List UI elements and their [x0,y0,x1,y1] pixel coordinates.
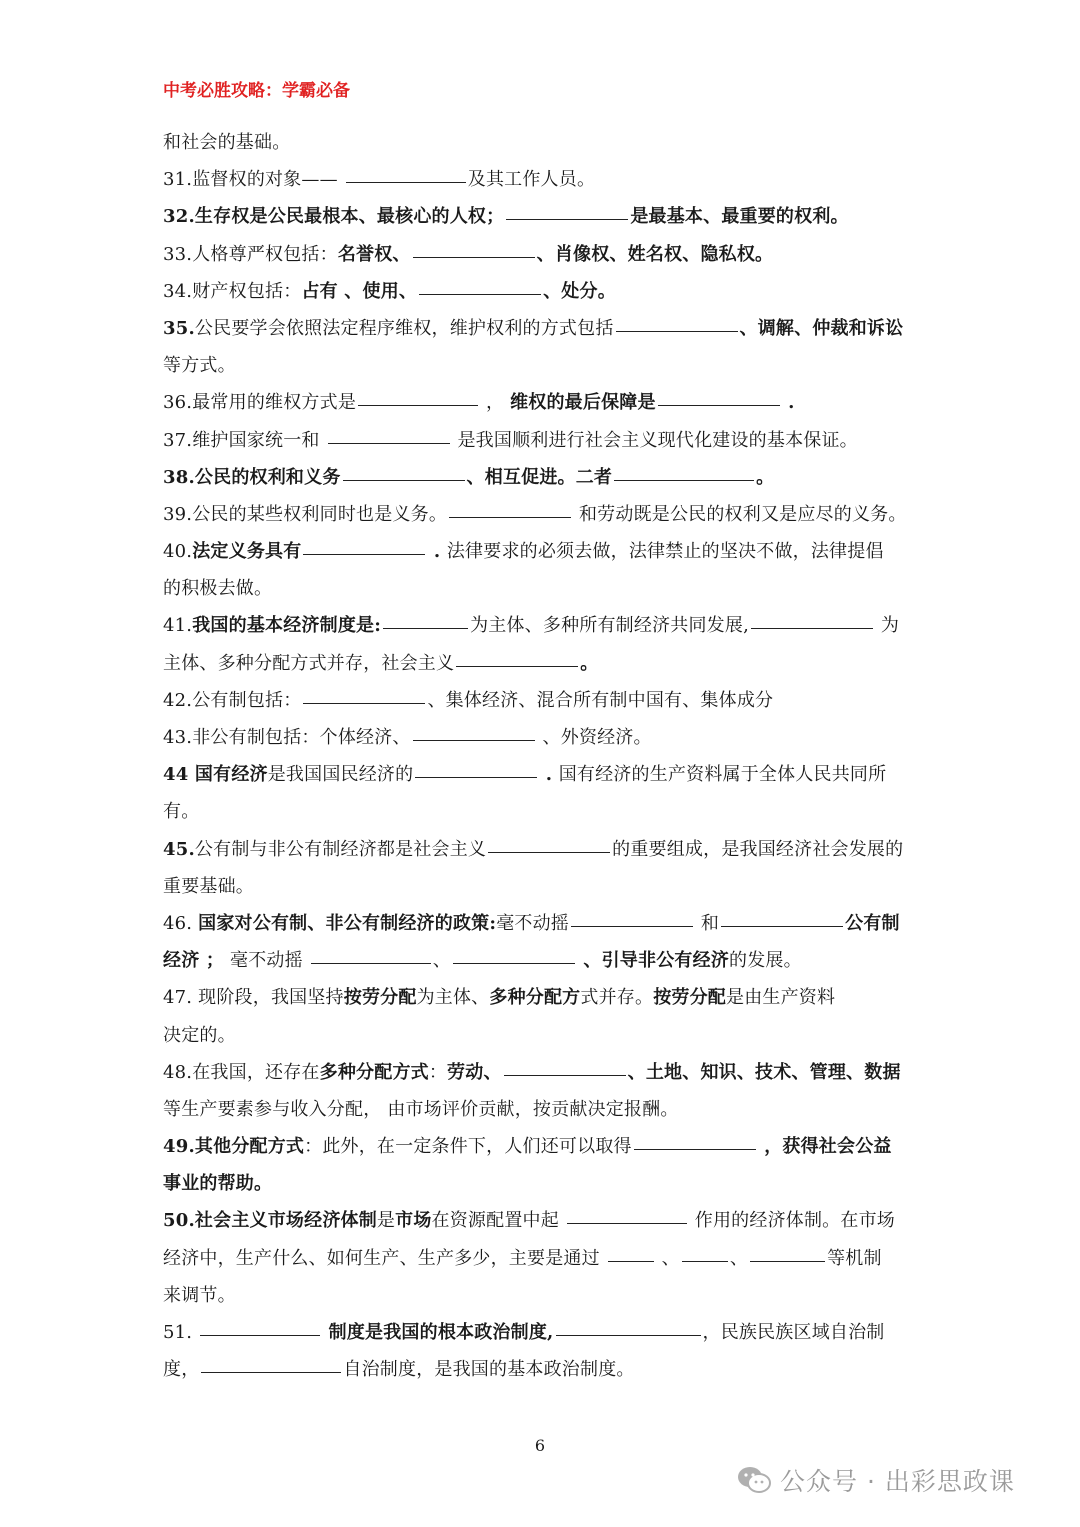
answer-blank [721,925,843,927]
answer-blank [303,553,425,555]
answer-blank [449,516,571,518]
watermark [736,1462,1015,1498]
question-35: 35.公民要学会依照法定程序维权，维护权利的方式包括 、调解、仲裁和诉讼 [163,317,904,339]
question-41-cont: 主体、多种分配方式并存，社会主义 。 [163,652,599,674]
answer-blank [415,776,537,778]
question-51-cont: 度， 自治制度，是我国的基本政治制度。 [163,1359,635,1381]
answer-blank [608,1260,654,1262]
answer-blank [682,1260,728,1262]
question-32: 32.生存权是公民最根本、最核心的人权； 是最基本、最重要的权利。 [163,206,849,228]
question-31: 31.监督权的对象—— 及其工作人员。 [163,169,596,191]
answer-blank [658,404,780,406]
answer-blank [456,665,578,667]
question-51: 51. 制度是我国的根本政治制度, ，民族民族区域自治制 [163,1322,885,1343]
answer-blank [614,479,754,481]
question-44: 44 国有经济是我国国民经济的 . 国有经济的生产资料属于全体人民共同所 [163,764,887,786]
question-45-cont: 重要基础。 [163,875,254,897]
question-49: 49.其他分配方式：此外，在一定条件下，人们还可以取得 ，获得社会公益 [163,1136,892,1158]
question-40-cont: 的积极去做。 [163,578,273,600]
answer-blank [504,1074,626,1076]
question-44-cont: 有。 [163,801,200,823]
text-line: 和社会的基础。 [163,132,291,153]
answer-blank [751,627,873,629]
answer-blank [506,218,628,220]
question-37: 37.维护国家统一和 是我国顺利进行社会主义现代化建设的基本保证。 [163,429,858,451]
question-45: 45.公有制与非公有制经济都是社会主义 的重要组成，是我国经济社会发展的 [163,838,904,860]
answer-blank [453,962,575,964]
answer-blank [358,404,478,406]
answer-blank [413,739,535,741]
question-46: 46. 国家对公有制、非公有制经济的政策:毫不动摇 和 公有制 [163,912,900,934]
question-41: 41.我国的基本经济制度是: 为主体、多种所有制经济共同发展, 为 [163,615,900,637]
question-48: 48.在我国，还存在多种分配方式：劳动、 、土地、知识、技术、管理、数据 [163,1061,901,1083]
answer-blank [311,962,431,964]
watermark-text: 公众号 · 出彩思政课 [780,1467,1015,1496]
question-36: 36.最常用的维权方式是 ， 维权的最后保障是 . [163,392,795,414]
question-39: 39.公民的某些权利同时也是义务。 和劳动既是公民的权利又是应尽的义务。 [163,503,907,525]
answer-blank [328,442,450,444]
answer-blank [750,1260,825,1262]
wechat-icon [736,1465,772,1495]
question-42: 42.公有制包括： 、集体经济、混合所有制中国有、集体成分 [163,689,774,711]
question-40: 40.法定义务具有 . 法律要求的必须去做，法律禁止的坚决不做，法律提倡 [163,541,884,563]
question-34: 34.财产权包括：占有 、使用、 、处分。 [163,280,616,302]
answer-blank [303,702,425,704]
document-body [163,124,921,1388]
page-number: 6 [534,1436,546,1455]
question-35-cont: 等方式。 [163,355,236,377]
answer-blank [419,293,541,295]
question-50-cont: 经济中，生产什么、如何生产、生产多少，主要是通过 、 、 等机制 [163,1247,882,1269]
answer-blank [634,1148,756,1150]
answer-blank [571,925,693,927]
answer-blank [413,256,535,258]
question-47-cont: 决定的。 [163,1024,236,1046]
question-49-cont: 事业的帮助。 [163,1173,273,1195]
question-33: 33.人格尊严权包括：名誉权、 、肖像权、姓名权、隐私权。 [163,243,774,265]
answer-blank [346,181,466,183]
answer-blank [383,627,468,629]
answer-blank [567,1222,687,1224]
page-header: 中考必胜攻略：学霸必备 [163,81,350,101]
answer-blank [200,1334,320,1336]
question-43: 43.非公有制包括：个体经济、 、外资经济。 [163,727,652,748]
question-48-cont: 等生产要素参与收入分配， 由市场评价贡献，按贡献决定报酬。 [163,1098,679,1120]
question-50-cont2: 来调节。 [163,1284,236,1306]
question-46-cont: 经济 ； 毫不动摇 、 、引导非公有经济的发展。 [163,950,802,972]
question-38: 38.公民的权利和义务 、相互促进。二者 。 [163,466,775,488]
answer-blank [488,851,610,853]
answer-blank [616,330,738,332]
answer-blank [556,1334,701,1336]
answer-blank [343,479,465,481]
question-47: 47. 现阶段，我国坚持按劳分配为主体、多种分配方式并存。按劳分配是由生产资料 [163,987,836,1009]
answer-blank [201,1371,341,1373]
question-50: 50.社会主义市场经济体制是市场在资源配置中起 作用的经济体制。在市场 [163,1210,895,1232]
